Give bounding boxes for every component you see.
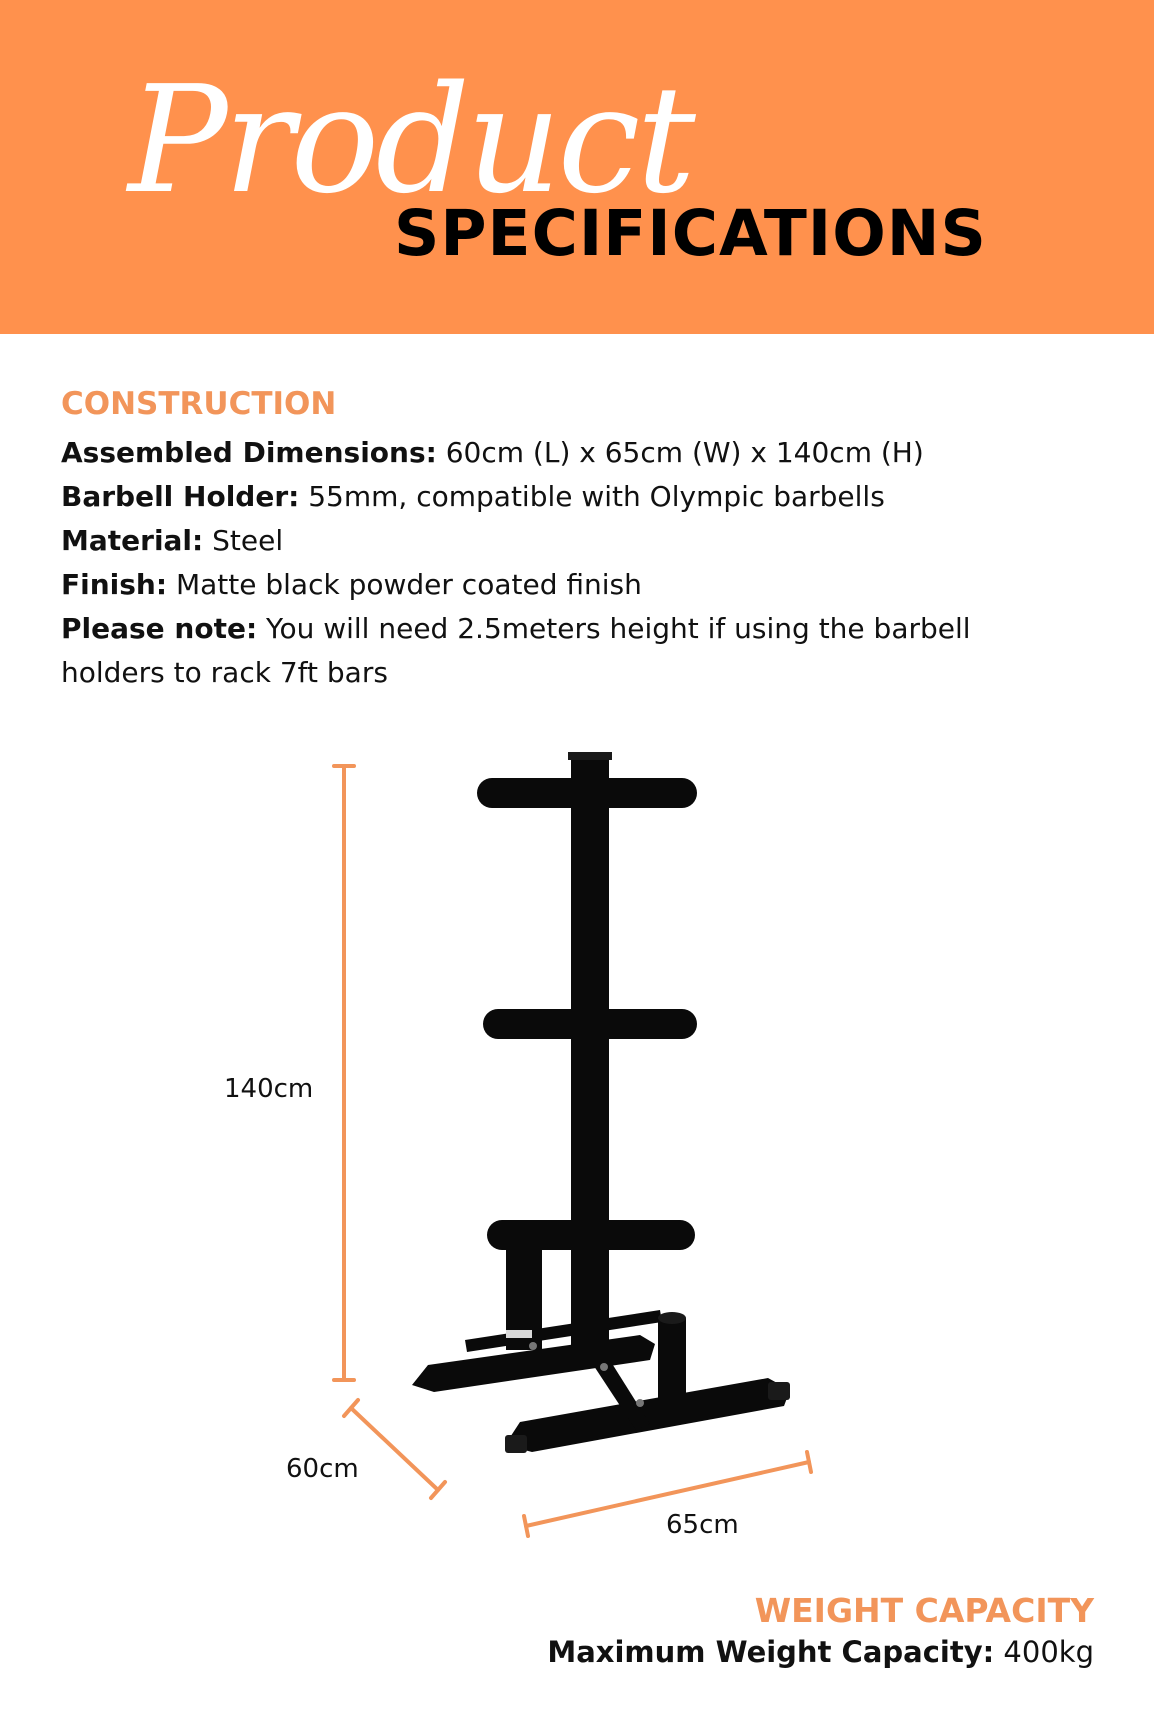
header-banner [0, 0, 1154, 334]
spec-barbell-holder [61, 475, 1081, 519]
width-label: 65cm [666, 1510, 739, 1540]
max-weight-capacity [547, 1630, 1094, 1674]
construction-specs [61, 431, 1081, 695]
script-title: Product [128, 54, 692, 226]
capacity-value: 400kg [994, 1635, 1094, 1669]
product-diagram [0, 700, 1154, 1580]
capacity-label: Maximum Weight Capacity: [547, 1635, 995, 1669]
length-dimension-line [344, 1400, 445, 1498]
spec-please-note [61, 607, 1021, 695]
plate-tree-icon [412, 752, 790, 1453]
spec-assembled-dimensions [61, 431, 1081, 475]
construction-heading: CONSTRUCTION [61, 386, 337, 422]
spec-value: 55mm, compatible with Olympic barbells [299, 480, 885, 513]
spec-material [61, 519, 1081, 563]
spec-label: Material: [61, 524, 204, 557]
spec-value: Steel [203, 524, 284, 557]
spec-label: Finish: [61, 568, 168, 601]
spec-label: Barbell Holder: [61, 480, 300, 513]
spec-value: You will need 2.5meters height if using the barbell holders to rack 7ft bars [61, 612, 971, 689]
height-dimension-line [334, 766, 354, 1380]
main-title: SPECIFICATIONS [394, 197, 987, 270]
length-label: 60cm [286, 1454, 359, 1484]
spec-finish [61, 563, 1081, 607]
weight-capacity-heading: WEIGHT CAPACITY [754, 1591, 1094, 1630]
spec-value: Matte black powder coated finish [167, 568, 642, 601]
product-diagram-svg [0, 700, 1154, 1580]
spec-label: Assembled Dimensions: [61, 436, 437, 469]
spec-label: Please note: [61, 612, 258, 645]
spec-value: 60cm (L) x 65cm (W) x 140cm (H) [436, 436, 924, 469]
height-label: 140cm [224, 1074, 314, 1104]
